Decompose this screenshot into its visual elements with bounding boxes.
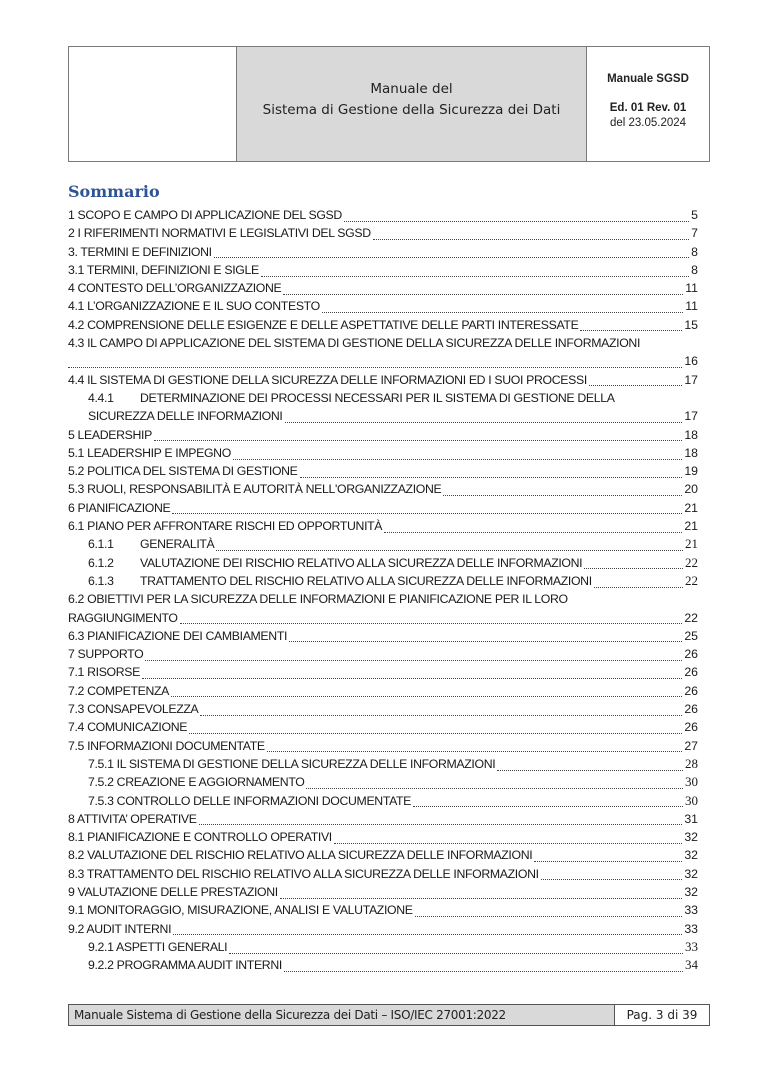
toc-entry[interactable]: 9.2 AUDIT INTERNI 33 xyxy=(68,920,698,938)
dot-leader xyxy=(142,674,682,679)
dot-leader xyxy=(334,839,682,844)
dot-leader xyxy=(497,766,683,771)
dot-leader xyxy=(154,436,682,441)
toc-entry[interactable]: 3. TERMINI E DEFINIZIONI 8 xyxy=(68,243,698,261)
toc-page: 33 xyxy=(684,903,698,918)
toc-page: 31 xyxy=(684,811,698,826)
toc-page: 32 xyxy=(684,866,698,881)
toc-page: 34 xyxy=(685,957,698,973)
dot-leader xyxy=(200,711,682,716)
toc-entry[interactable]: 9 VALUTAZIONE DELLE PRESTAZIONI 32 xyxy=(68,883,698,901)
toc-entry[interactable]: 6.2 OBIETTIVI PER LA SICUREZZA DELLE INFORMAZIONI E PIANIFICAZIONE PER IL LORO xyxy=(68,592,568,607)
dot-leader xyxy=(534,857,682,862)
header-meta-cell xyxy=(587,47,709,161)
toc-entry-continuation[interactable]: SICUREZZA DELLE INFORMAZIONI 17 xyxy=(68,407,698,425)
toc-page: 16 xyxy=(684,354,698,369)
toc-entry[interactable]: 6.1.2 VALUTAZIONE DEI RISCHIO RELATIVO ALLA SICUREZZA DELLE INFORMAZIONI 22 xyxy=(68,554,698,572)
toc-number: 4.4.1 xyxy=(88,390,114,405)
toc-page: 26 xyxy=(684,683,698,698)
toc-entry[interactable]: 7 SUPPORTO 26 xyxy=(68,645,698,663)
toc-page: 26 xyxy=(684,647,698,662)
dot-leader xyxy=(284,967,683,972)
dot-leader xyxy=(584,564,683,569)
toc-page: 21 xyxy=(685,536,698,552)
toc-page: 20 xyxy=(684,482,698,497)
dot-leader xyxy=(189,729,682,734)
dot-leader xyxy=(145,656,682,661)
toc-entry[interactable]: 9.2.2 PROGRAMMA AUDIT INTERNI 34 xyxy=(68,956,698,974)
toc-entry[interactable]: 6.1.1 GENERALITÀ 21 xyxy=(68,535,698,553)
toc-page: 32 xyxy=(684,830,698,845)
toc-page: 33 xyxy=(684,921,698,936)
toc-title: Sommario xyxy=(68,182,160,201)
toc-entry[interactable]: 8.3 TRATTAMENTO DEL RISCHIO RELATIVO ALLA SICUREZZA DELLE INFORMAZIONI 32 xyxy=(68,865,698,883)
toc-page: 5 xyxy=(691,208,698,222)
toc-page: 11 xyxy=(685,299,698,314)
toc-entry[interactable]: 7.1 RISORSE 26 xyxy=(68,663,698,681)
dot-leader xyxy=(199,820,683,825)
toc-entry[interactable]: 9.2.1 ASPETTI GENERALI 33 xyxy=(68,938,698,956)
dot-leader xyxy=(261,272,689,277)
toc-entry[interactable]: 5.1 LEADERSHIP E IMPEGNO 18 xyxy=(68,444,698,462)
toc-entry[interactable]: 4.1 L’ORGANIZZAZIONE E IL SUO CONTESTO 11 xyxy=(68,297,698,315)
toc-entry[interactable]: 5.3 RUOLI, RESPONSABILITÀ E AUTORITÀ NELL'ORGANIZZAZIONE 20 xyxy=(68,480,698,498)
dot-leader xyxy=(68,363,682,368)
toc-page: 8 xyxy=(691,244,698,259)
toc-page: 17 xyxy=(684,409,698,424)
dot-leader xyxy=(289,637,682,642)
dot-leader xyxy=(594,583,683,588)
toc-entry[interactable]: 7.5.3 CONTROLLO DELLE INFORMAZIONI DOCUMENTATE 30 xyxy=(68,792,698,810)
toc-entry-continuation[interactable]: RAGGIUNGIMENTO 22 xyxy=(68,609,698,627)
toc-page: 26 xyxy=(684,720,698,735)
footer-doc-title: Manuale Sistema di Gestione della Sicurezza dei Dati – ISO/IEC 27001:2022 xyxy=(69,1005,615,1025)
toc-entry[interactable]: 8.1 PIANIFICAZIONE E CONTROLLO OPERATIVI 32 xyxy=(68,828,698,846)
toc-page: 25 xyxy=(684,628,698,643)
toc-page: 28 xyxy=(685,755,698,771)
toc-entry[interactable]: 6.1.3 TRATTAMENTO DEL RISCHIO RELATIVO ALLA SICUREZZA DELLE INFORMAZIONI 22 xyxy=(68,572,698,590)
toc-page: 30 xyxy=(685,774,698,790)
logo-cell xyxy=(69,47,237,161)
dot-leader xyxy=(589,381,682,386)
toc-entry[interactable]: 7.5.2 CREAZIONE E AGGIORNAMENTO 30 xyxy=(68,773,698,791)
dot-leader xyxy=(233,455,682,460)
dot-leader xyxy=(373,235,689,240)
edition: Ed. 01 Rev. 01 xyxy=(609,102,687,114)
toc-page: 33 xyxy=(685,938,698,954)
dot-leader xyxy=(285,418,683,423)
toc-page: 7 xyxy=(691,226,698,241)
dot-leader xyxy=(413,802,683,807)
dot-leader xyxy=(306,784,683,789)
toc-page: 15 xyxy=(684,317,698,332)
dot-leader xyxy=(384,528,682,533)
header-title-line2: Sistema di Gestione della Sicurezza dei Dati xyxy=(262,102,561,118)
toc-entry[interactable]: 6.1 PIANO PER AFFRONTARE RISCHI ED OPPORTUNITÀ 21 xyxy=(68,517,698,535)
dot-leader xyxy=(580,326,682,331)
dot-leader xyxy=(173,930,682,935)
dot-leader xyxy=(283,290,683,295)
toc-page: 26 xyxy=(684,665,698,680)
toc-entry[interactable]: 8 ATTIVITA’ OPERATIVE 31 xyxy=(68,810,698,828)
dot-leader xyxy=(415,912,683,917)
dot-leader xyxy=(344,217,689,222)
toc-entry[interactable]: 5.2 POLITICA DEL SISTEMA DI GESTIONE 19 xyxy=(68,462,698,480)
revision-date: del 23.05.2024 xyxy=(609,117,687,129)
dot-leader xyxy=(280,894,682,899)
toc-page: 32 xyxy=(684,848,698,863)
toc-page: 22 xyxy=(684,610,698,625)
doc-code: Manuale SGSD xyxy=(607,73,689,85)
dot-leader xyxy=(300,473,683,478)
toc-number: 6.1.1 xyxy=(88,537,114,552)
toc-entry[interactable]: 4.4.1 DETERMINAZIONE DEI PROCESSI NECESSARI PER IL SISTEMA DI GESTIONE DELLA xyxy=(68,389,698,407)
toc-page: 18 xyxy=(684,427,698,442)
dot-leader xyxy=(180,619,683,624)
toc-entry[interactable]: 7.2 COMPETENZA 26 xyxy=(68,682,698,700)
toc-entry[interactable]: 4.4 IL SISTEMA DI GESTIONE DELLA SICUREZZA DELLE INFORMAZIONI ED I SUOI PROCESSI 17 xyxy=(68,371,698,389)
dot-leader xyxy=(267,747,683,752)
footer-page-number: Pag. 3 di 39 xyxy=(626,1008,698,1022)
toc-number: 6.1.2 xyxy=(88,555,114,570)
toc-page: 17 xyxy=(684,372,698,387)
toc-entry[interactable]: 1 SCOPO E CAMPO DI APPLICAZIONE DEL SGSD 5 xyxy=(68,206,698,224)
toc-page: 22 xyxy=(685,554,698,570)
header-title-line1: Manuale del xyxy=(370,81,453,97)
toc-page: 21 xyxy=(684,500,698,515)
document-header xyxy=(68,46,710,162)
toc-entry[interactable]: 7.5.1 IL SISTEMA DI GESTIONE DELLA SICUREZZA DELLE INFORMAZIONI 28 xyxy=(68,755,698,773)
toc-page: 8 xyxy=(691,262,698,277)
dot-leader xyxy=(214,253,689,258)
toc-entry[interactable]: 3.1 TERMINI, DEFINIZIONI E SIGLE 8 xyxy=(68,261,698,279)
toc-entry[interactable]: 4 CONTESTO DELL’ORGANIZZAZIONE 11 xyxy=(68,279,698,297)
dot-leader xyxy=(322,308,683,313)
dot-leader xyxy=(171,692,682,697)
dot-leader xyxy=(172,509,682,514)
toc-page: 18 xyxy=(684,445,698,460)
toc-entry[interactable]: 2 I RIFERIMENTI NORMATIVI E LEGISLATIVI DEL SGSD 7 xyxy=(68,224,698,242)
toc-entry[interactable]: 4.2 COMPRENSIONE DELLE ESIGENZE E DELLE ASPETTATIVE DELLE PARTI INTERESSATE 15 xyxy=(68,316,698,334)
toc-entry[interactable]: 6 PIANIFICAZIONE 21 xyxy=(68,499,698,517)
toc-page: 11 xyxy=(685,281,698,296)
toc-page: 22 xyxy=(685,572,698,588)
toc-page: 32 xyxy=(684,884,698,899)
toc-entry[interactable]: 7.5 INFORMAZIONI DOCUMENTATE 27 xyxy=(68,737,698,755)
header-title-cell xyxy=(237,47,587,161)
toc-entry[interactable]: 7.3 CONSAPEVOLEZZA 26 xyxy=(68,700,698,718)
toc-entry[interactable]: 6.3 PIANIFICAZIONE DEI CAMBIAMENTI 25 xyxy=(68,627,698,645)
dot-leader xyxy=(541,875,683,880)
toc-page: 21 xyxy=(684,519,698,534)
toc-page: 26 xyxy=(684,702,698,717)
toc-entry[interactable]: 5 LEADERSHIP 18 xyxy=(68,426,698,444)
toc-entry[interactable]: 7.4 COMUNICAZIONE 26 xyxy=(68,718,698,736)
dot-leader xyxy=(229,949,683,954)
toc-entry[interactable]: 9.1 MONITORAGGIO, MISURAZIONE, ANALISI E VALUTAZIONE 33 xyxy=(68,901,698,919)
document-footer xyxy=(68,1004,710,1026)
table-of-contents xyxy=(68,206,698,974)
toc-entry[interactable]: 4.3 IL CAMPO DI APPLICAZIONE DEL SISTEMA DI GESTIONE DELLA SICUREZZA DELLE INFORMAZIONI xyxy=(68,336,641,351)
toc-entry-continuation[interactable] xyxy=(68,352,698,370)
toc-page: 19 xyxy=(684,464,698,479)
toc-entry[interactable]: 8.2 VALUTAZIONE DEL RISCHIO RELATIVO ALLA SICUREZZA DELLE INFORMAZIONI 32 xyxy=(68,846,698,864)
toc-page: 30 xyxy=(685,792,698,808)
dot-leader xyxy=(216,546,683,551)
dot-leader xyxy=(443,491,682,496)
toc-number: 6.1.3 xyxy=(88,573,114,588)
toc-page: 27 xyxy=(684,738,698,753)
